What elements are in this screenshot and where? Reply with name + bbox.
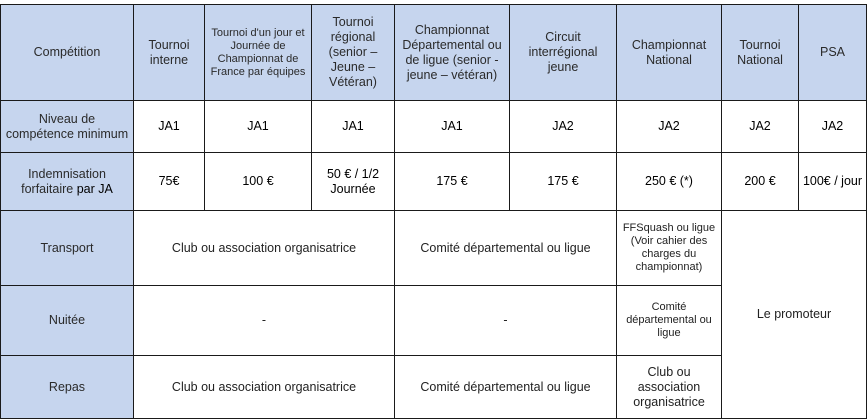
row-indemnisation: [1, 153, 867, 211]
transport-comite-cell: Comité départemental ou ligue: [395, 211, 617, 286]
header-tournoi-interne: Tournoi interne: [134, 5, 205, 101]
row-label-nuitee: Nuitée: [1, 286, 134, 356]
header-row: [1, 5, 867, 101]
repas-comite-cell: Comité départemental ou ligue: [395, 356, 617, 419]
indemnisation-label-par-ja: par JA: [76, 181, 113, 196]
niveau-cell: JA1: [395, 101, 510, 153]
header-tournoi-national: Tournoi National: [722, 5, 799, 101]
indemnisation-cell: 250 € (*): [617, 153, 722, 211]
transport-club-cell: Club ou association organisatrice: [134, 211, 395, 286]
niveau-cell: JA1: [205, 101, 312, 153]
niveau-cell: JA1: [134, 101, 205, 153]
nuitee-national-cell: Comité départemental ou ligue: [617, 286, 722, 356]
nuitee-comite-cell: -: [395, 286, 617, 356]
indemnisation-cell: 175 €: [510, 153, 617, 211]
indemnisation-cell: 50 € / 1/2 Journée: [312, 153, 395, 211]
row-label-niveau: Niveau de compétence minimum: [1, 101, 134, 153]
indemnisation-cell: 200 €: [722, 153, 799, 211]
repas-national-cell: Club ou association organisatrice: [617, 356, 722, 419]
indemnisation-cell: 75€: [134, 153, 205, 211]
row-label-transport: Transport: [1, 211, 134, 286]
niveau-cell: JA1: [312, 101, 395, 153]
header-tournoi-un-jour: Tournoi d'un jour et Journée de Championnat de France par équipes: [205, 5, 312, 101]
indemnisation-label-main: Indemnisation forfaitaire: [21, 166, 106, 196]
competition-table: [0, 4, 867, 419]
niveau-cell: JA2: [617, 101, 722, 153]
row-niveau: [1, 101, 867, 153]
niveau-cell: JA2: [722, 101, 799, 153]
indemnisation-cell: 175 €: [395, 153, 510, 211]
header-psa: PSA: [799, 5, 867, 101]
header-competition: Compétition: [1, 5, 134, 101]
indemnisation-cell: 100 €: [205, 153, 312, 211]
header-circuit-interregional: Circuit interrégional jeune: [510, 5, 617, 101]
repas-club-cell: Club ou association organisatrice: [134, 356, 395, 419]
row-transport: [1, 211, 867, 286]
niveau-cell: JA2: [510, 101, 617, 153]
nuitee-club-cell: -: [134, 286, 395, 356]
row-label-indemnisation: [1, 153, 134, 211]
header-tournoi-regional: Tournoi régional (senior – Jeune – Vétéran): [312, 5, 395, 101]
niveau-cell: JA2: [799, 101, 867, 153]
indemnisation-cell: 100€ / jour: [799, 153, 867, 211]
row-label-repas: Repas: [1, 356, 134, 419]
promoteur-cell: Le promoteur: [722, 211, 867, 419]
transport-national-cell: FFSquash ou ligue (Voir cahier des charges du championnat): [617, 211, 722, 286]
header-championnat-national: Championnat National: [617, 5, 722, 101]
header-championnat-departemental: Championnat Départemental ou de ligue (senior - jeune – vétéran): [395, 5, 510, 101]
